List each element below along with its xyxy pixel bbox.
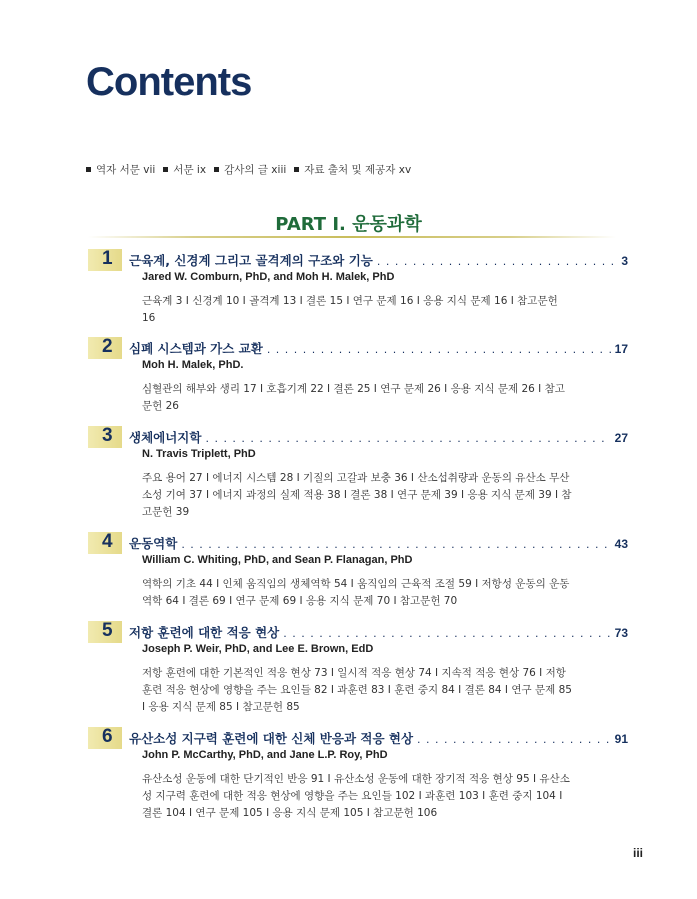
- chapter-topics: 역학의 기초 44 I 인체 움직임의 생체역학 54 I 움직임의 근육적 조절 59 I 저항성 운동의 운동역학 64 I 결론 69 I 연구 문제 69 I 응용 지식 문제 70 I 참고문헌 70: [142, 578, 570, 607]
- chapter-title: 생체에너지학: [129, 430, 202, 445]
- chapter-number: 1: [102, 248, 113, 269]
- square-bullet-icon: [86, 167, 91, 172]
- chapter-number: 6: [102, 726, 113, 747]
- chapter-page: 73: [614, 626, 628, 640]
- chapter-title: 운동역학: [129, 536, 178, 551]
- front-matter-item[interactable]: 역자 서문 vii: [86, 162, 155, 177]
- chapter-title: 심폐 시스템과 가스 교환: [129, 341, 263, 356]
- square-bullet-icon: [163, 167, 168, 172]
- chapter-topics: 저항 훈련에 대한 기본적인 적응 현상 73 I 일시적 적응 현상 74 I 지속적 적응 현상 76 I 저항 훈련 적응 현상에 영향을 주는 요인들 82 I 과훈련 83 I 훈련 중지 84 I 결론 84 I 연구 문제 85 I 응용 지식 문제 85 I 참고문헌 85: [142, 667, 572, 713]
- page-title: Contents: [86, 60, 252, 104]
- leader-dots: [283, 627, 610, 640]
- square-bullet-icon: [294, 167, 299, 172]
- part-heading: PART I. 운동과학: [275, 214, 422, 235]
- chapter-title: 저항 훈련에 대한 적응 현상: [129, 625, 280, 640]
- chapter-title-line[interactable]: [129, 729, 628, 747]
- leader-dots: [181, 538, 610, 551]
- chapter-number: 4: [102, 531, 113, 552]
- front-matter-item[interactable]: 감사의 글 xiii: [214, 162, 286, 177]
- part-divider: [88, 236, 616, 238]
- chapter-title-line[interactable]: [129, 534, 628, 552]
- front-matter-item[interactable]: 자료 출처 및 제공자 xv: [294, 162, 411, 177]
- chapter-authors: Jared W. Comburn, PhD, and Moh H. Malek, PhD: [142, 271, 395, 283]
- chapter-title-line[interactable]: [129, 251, 628, 269]
- chapter-page: 27: [614, 431, 628, 445]
- leader-dots: [417, 733, 611, 746]
- chapter-title-line[interactable]: [129, 623, 628, 641]
- leader-dots: [267, 343, 611, 356]
- chapter-title: 근육계, 신경계 그리고 골격계의 구조와 기능: [129, 253, 373, 268]
- chapter-page: 17: [614, 342, 628, 356]
- chapter-authors: N. Travis Triplett, PhD: [142, 448, 256, 460]
- leader-dots: [205, 432, 610, 445]
- chapter-number: 3: [102, 425, 113, 446]
- chapter-number: 5: [102, 620, 113, 641]
- chapter-topics: 근육계 3 I 신경계 10 I 골격계 13 I 결론 15 I 연구 문제 16 I 응용 지식 문제 16 I 참고문헌 16: [142, 295, 558, 324]
- chapter-authors: Joseph P. Weir, PhD, and Lee E. Brown, EdD: [142, 643, 374, 655]
- front-matter-list: [86, 162, 419, 177]
- chapter-topics: 유산소성 운동에 대한 단기적인 반응 91 I 유산소성 운동에 대한 장기적 적응 현상 95 I 유산소성 지구력 훈련에 대한 적응 현상에 영향을 주는 요인들 102 I 과훈련 103 I 훈련 중지 104 I 결론 104 I 연구 문제 105 I 응용 지식 문제 105 I 참고문헌 106: [142, 773, 570, 819]
- chapter-number: 2: [102, 336, 113, 357]
- leader-dots: [377, 255, 617, 268]
- chapter-title-line[interactable]: [129, 428, 628, 446]
- chapter-authors: John P. McCarthy, PhD, and Jane L.P. Roy, PhD: [142, 749, 388, 761]
- chapter-page: 43: [614, 537, 628, 551]
- chapter-title-line[interactable]: [129, 339, 628, 357]
- chapter-page: 91: [614, 732, 628, 746]
- chapter-authors: William C. Whiting, PhD, and Sean P. Flanagan, PhD: [142, 554, 413, 566]
- square-bullet-icon: [214, 167, 219, 172]
- page-number: iii: [633, 846, 644, 860]
- chapter-page: 3: [621, 254, 628, 268]
- front-matter-item[interactable]: 서문 ix: [163, 162, 206, 177]
- chapter-topics: 심혈관의 해부와 생리 17 I 호흡기계 22 I 결론 25 I 연구 문제 26 I 응용 지식 문제 26 I 참고문헌 26: [142, 383, 565, 412]
- chapter-authors: Moh H. Malek, PhD.: [142, 359, 244, 371]
- chapter-topics: 주요 용어 27 I 에너지 시스템 28 I 기질의 고갈과 보충 36 I 산소섭취량과 운동의 유산소 무산소성 기여 37 I 에너지 과정의 실제 적용 38 I 결론 38 I 연구 문제 39 I 응용 지식 문제 39 I 참고문헌 39: [142, 472, 572, 518]
- chapter-title: 유산소성 지구력 훈련에 대한 신체 반응과 적응 현상: [129, 731, 414, 746]
